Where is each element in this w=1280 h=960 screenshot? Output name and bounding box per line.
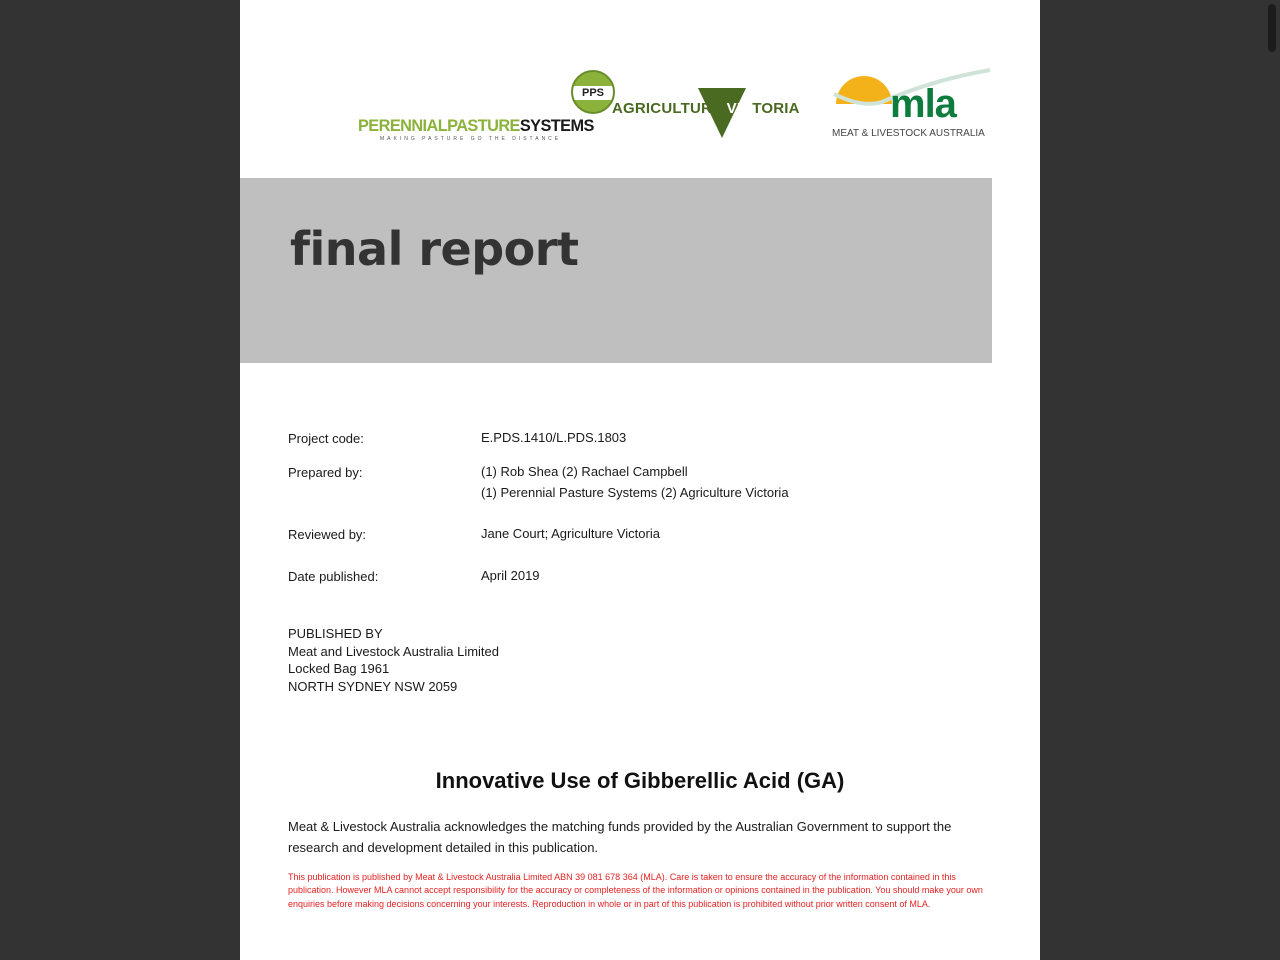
agvic-text-before: AGRICULTURE	[612, 100, 727, 117]
meta-label: Prepared by:	[288, 465, 363, 480]
banner-title: final report	[290, 222, 579, 276]
publisher-address-line: Locked Bag 1961	[288, 661, 390, 676]
agvic-text-vi: VIC	[726, 100, 753, 117]
agriculture-victoria-wordmark	[612, 100, 800, 117]
mla-logo	[832, 64, 992, 144]
publisher-city-line: NORTH SYDNEY NSW 2059	[288, 678, 458, 694]
pps-tagline: MAKING PASTURE GO THE DISTANCE	[380, 136, 562, 142]
pps-emblem-icon	[571, 70, 615, 114]
meta-label: Project code:	[288, 431, 364, 446]
pps-emblem-label: PPS	[581, 87, 604, 99]
mla-wordmark: mla	[890, 82, 956, 126]
acknowledgement-text: Meat & Livestock Australia acknowledges the matching funds provided by the Australian Government to support the research and development detailed in this publication.	[288, 819, 952, 855]
pps-logo	[358, 70, 604, 144]
agriculture-victoria-logo	[612, 86, 812, 142]
document-page	[240, 0, 1040, 960]
meta-value: April 2019	[481, 568, 540, 583]
meta-label: Reviewed by:	[288, 527, 367, 542]
vertical-scrollbar-thumb[interactable]	[1268, 4, 1276, 52]
pps-wordmark	[358, 116, 594, 136]
mla-subtitle: MEAT & LIVESTOCK AUSTRALIA	[832, 128, 985, 139]
document-title: Innovative Use of Gibberellic Acid (GA)	[435, 768, 845, 793]
disclaimer-text: This publication is published by Meat & Livestock Australia Limited ABN 39 081 678 364 (MLA). Care is taken to ensure the accuracy of the information contained in this publication. However MLA cannot accept responsibility for the accuracy or completeness of the information or opinions contained in the publication. You should make your own enquiries before making decisions concerning your interests. Reproduction in whole or in part of this publication is prohibited without prior written consent of MLA.	[288, 872, 983, 909]
meta-label: Date published:	[288, 569, 379, 584]
publisher-name: Meat and Livestock Australia Limited	[288, 643, 499, 659]
report-banner	[240, 178, 992, 363]
meta-value: E.PDS.1410/L.PDS.1803	[481, 430, 627, 445]
pps-wordmark-green: PERENNIALPASTURE	[358, 116, 520, 135]
meta-value: Jane Court; Agriculture Victoria	[481, 526, 660, 541]
published-by-heading: PUBLISHED BY	[288, 626, 383, 641]
published-by-block	[288, 625, 499, 695]
agvic-text-after: TORIA	[752, 100, 800, 117]
pps-wordmark-black: SYSTEMS	[519, 116, 594, 135]
meta-value: (1) Perennial Pasture Systems (2) Agriculture Victoria	[481, 485, 789, 500]
meta-value: (1) Rob Shea (2) Rachael Campbell	[481, 464, 688, 479]
